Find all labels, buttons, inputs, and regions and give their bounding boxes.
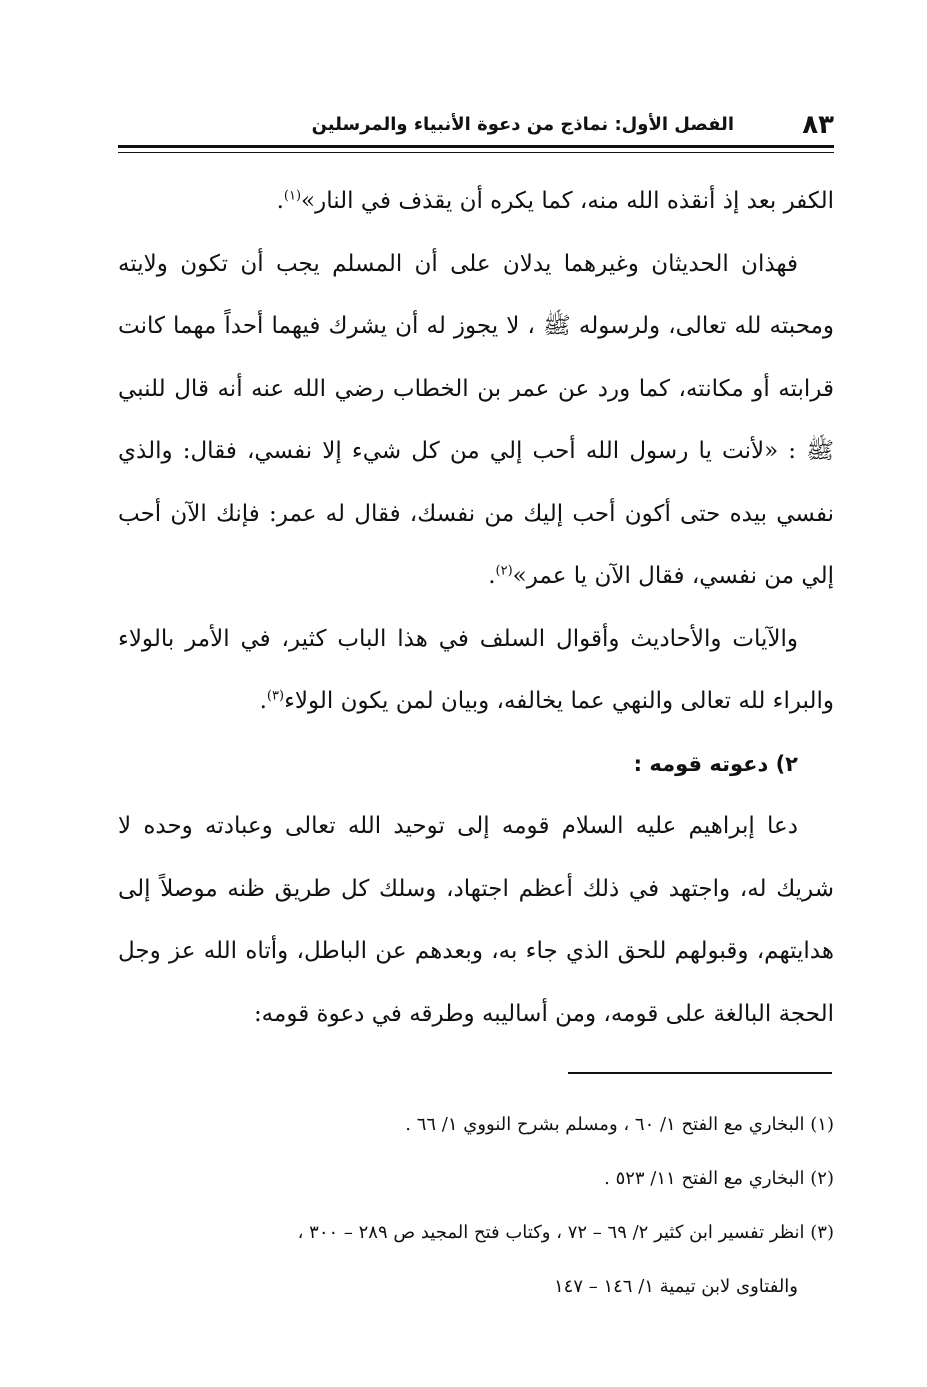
footnote-1: (١) البخاري مع الفتح ١/ ٦٠ ، ومسلم بشرح النووي ١/ ٦٦ . [405, 1114, 834, 1135]
footnote-separator [568, 1072, 832, 1074]
footnote-3-continued: والفتاوى لابن تيمية ١/ ١٤٦ – ١٤٧ [553, 1276, 798, 1297]
footnote-ref-1: (١) [283, 188, 302, 204]
chapter-title: الفصل الأول: نماذج من دعوة الأنبياء والمرسلين [311, 114, 734, 135]
header-rule-thin [118, 152, 834, 153]
main-text [118, 170, 834, 1045]
paragraph-1: الكفر بعد إذ أنقذه الله منه، كما يكره أن يقذف في النار»$^{(١)}$. [276, 188, 834, 214]
paragraph-3: والآيات والأحاديث وأقوال السلف في هذا الباب كثير، في الأمر بالولاء والبراء لله تعالى والنهي عما يخالفه، وبيان لمن يكون الولاء$^{(٣)}$. [118, 625, 834, 714]
paragraph-4: دعا إبراهيم عليه السلام قومه إلى توحيد الله تعالى وعبادته وحده لا شريك له، واجتهد في ذلك أعظم اجتهاد، وسلك كل طريق ظنه موصلاً إلى هدايتهم، وقبولهم للحق الذي جاء به، وبعدهم عن الباطل، وأتاه الله عز وجل الحجة البالغة على قومه، ومن أساليبه وطرقه في دعوة قومه: [118, 813, 834, 1027]
footnotes [118, 1098, 834, 1314]
header-rule-thick [118, 145, 834, 148]
page-header [118, 108, 834, 142]
paragraph-2: فهذان الحديثان وغيرهما يدلان على أن المسلم يجب أن تكون ولايته ومحبته لله تعالى، ولرسوله ﷺ ، لا يجوز له أن يشرك فيهما أحداً مهما كانت قرابته أو مكانته، كما ورد عن عمر بن الخطاب رضي الله عنه أنه قال للنبي ﷺ : «لأنت يا رسول الله أحب إلي من كل شيء إلا نفسي، فقال: والذي نفسي بيده حتى أكون أحب إليك من نفسك، فقال له عمر: فإنك الآن أحب إلي من نفسي، فقال الآن يا عمر»$^{(٢)}$. [118, 250, 834, 589]
section-heading: ٢) دعوته قومه : [633, 751, 798, 776]
page-number: ٨٣ [802, 110, 834, 140]
footnote-ref-3: (٣) [266, 688, 285, 704]
footnote-2: (٢) البخاري مع الفتح ١١/ ٥٢٣ . [604, 1168, 834, 1189]
footnote-ref-2: (٢) [495, 563, 513, 579]
footnote-3: (٣) انظر تفسير ابن كثير ٢/ ٦٩ – ٧٢ ، وكتاب فتح المجيد ص ٢٨٩ – ٣٠٠ ، [297, 1222, 834, 1243]
